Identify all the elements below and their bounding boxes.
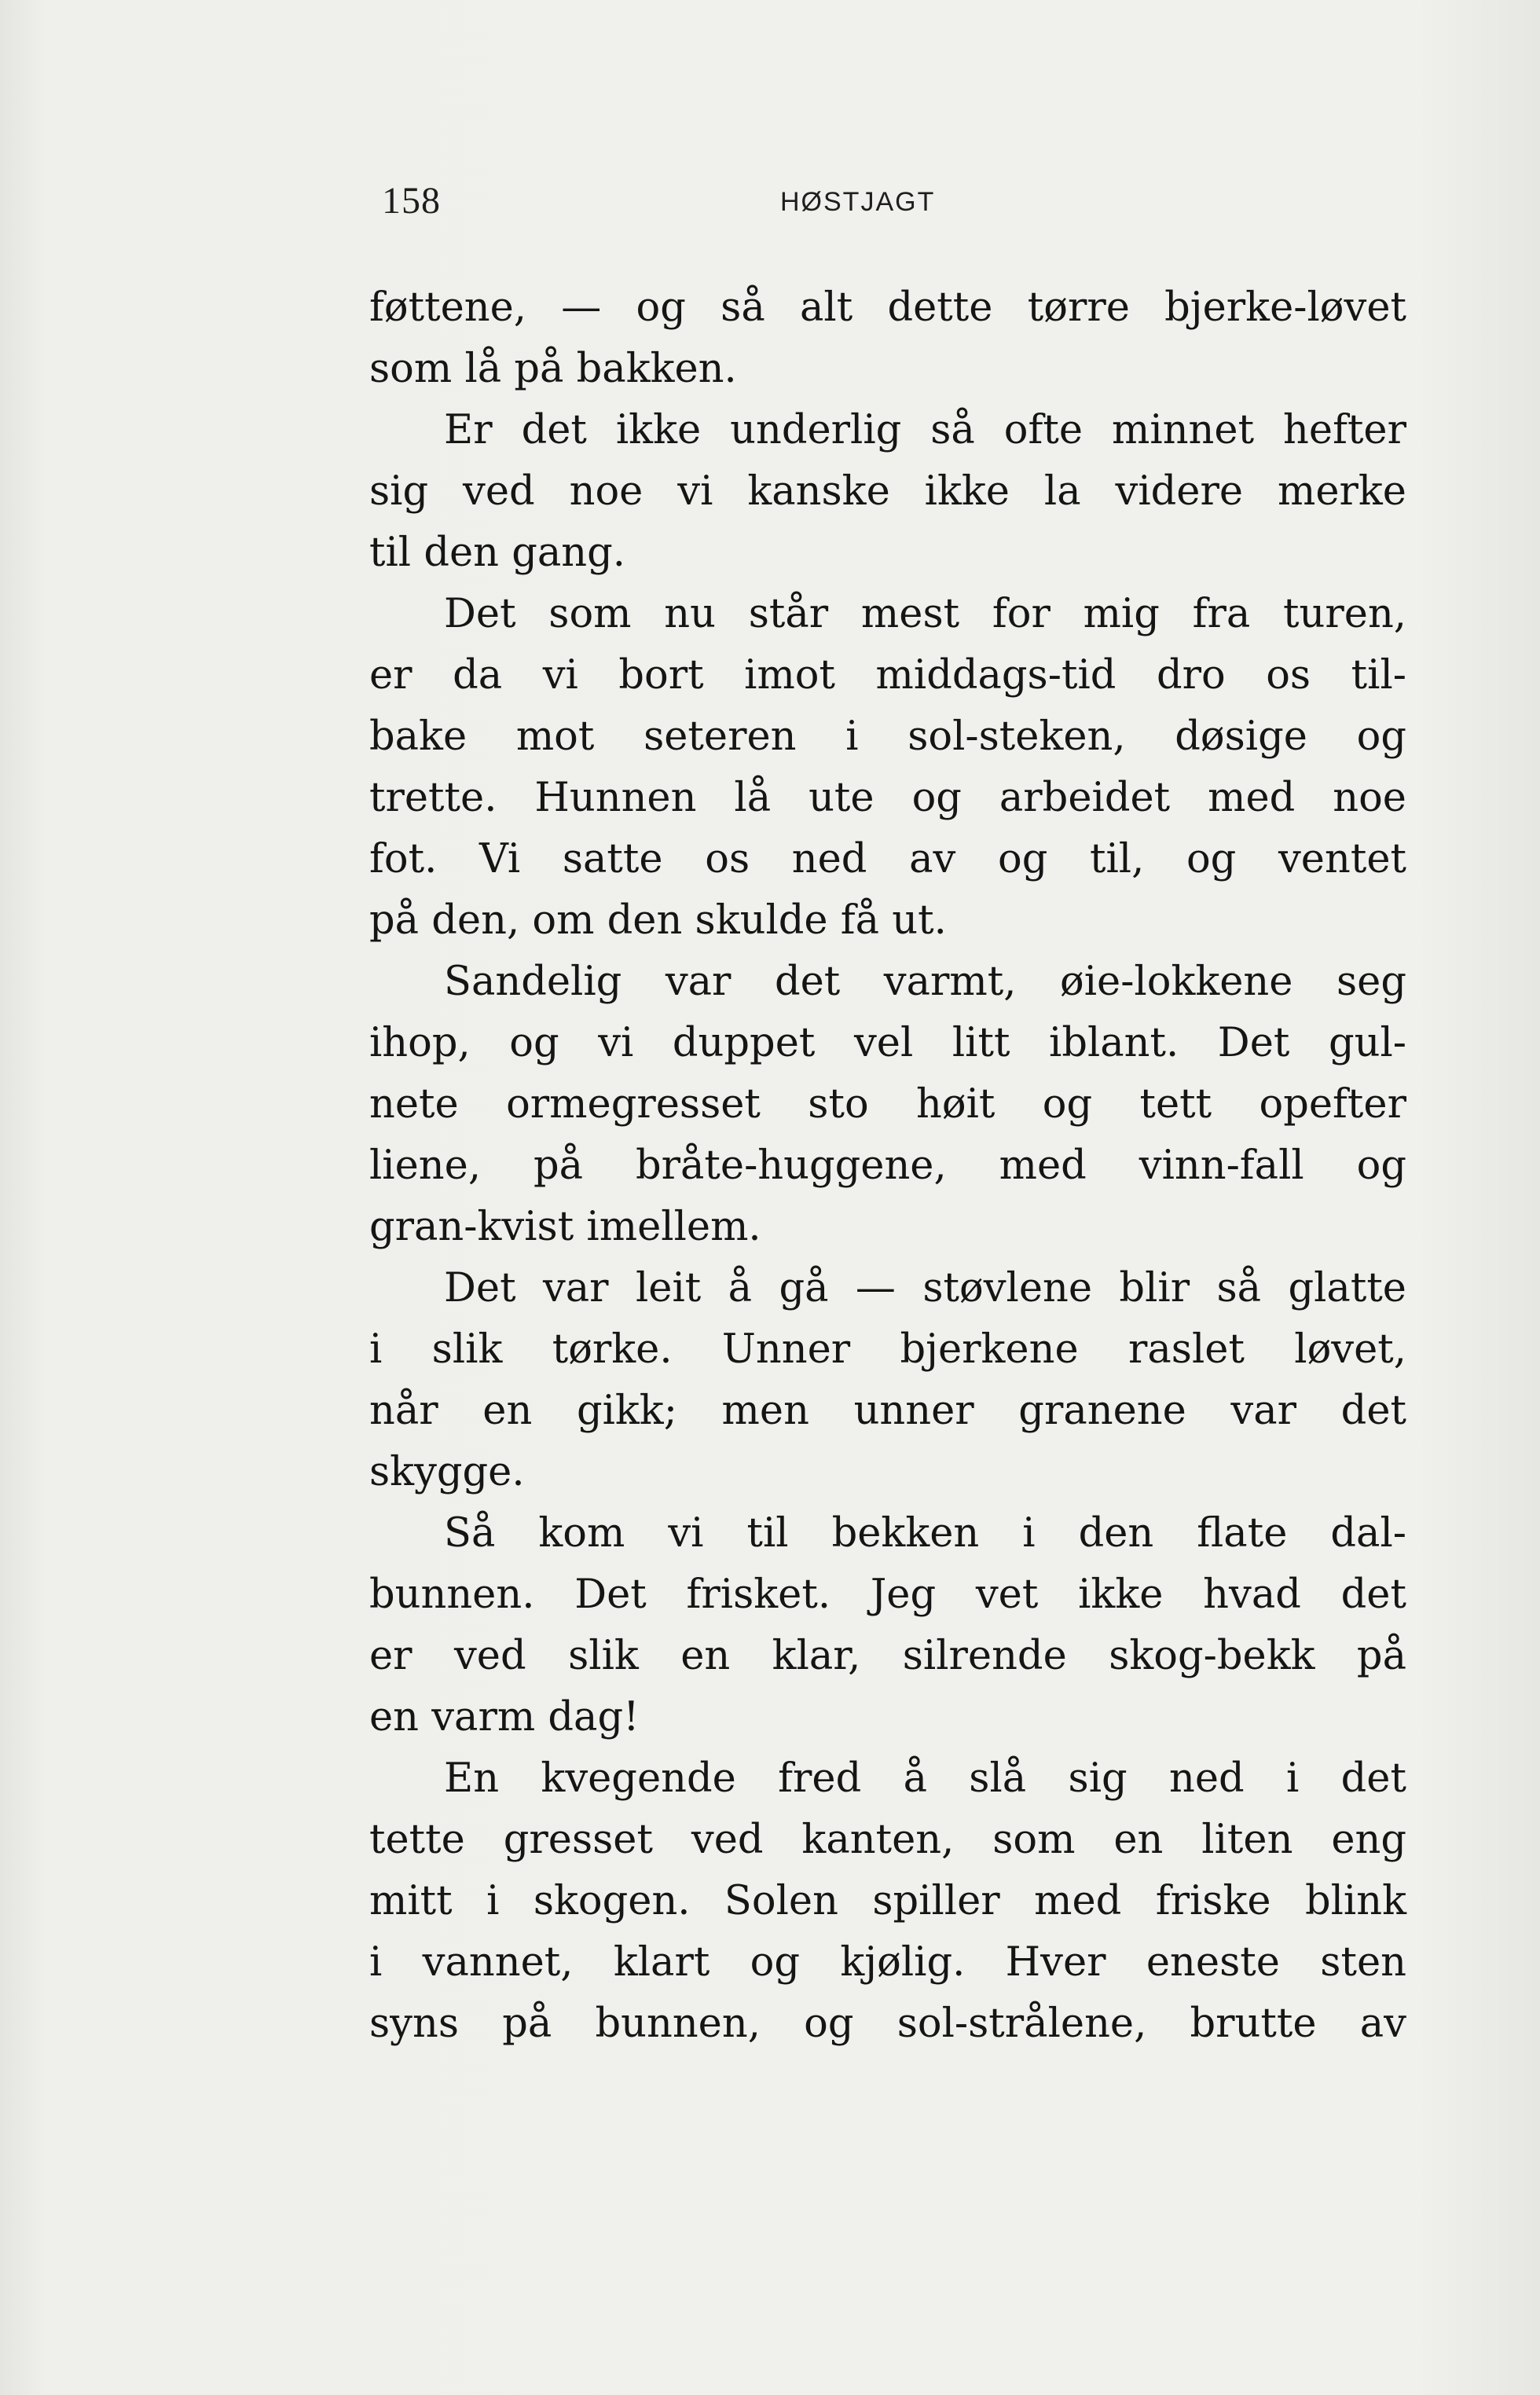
page-number: 158 — [382, 180, 441, 222]
text-line: Så kom vi til bekken i den flate dal- — [444, 1510, 1406, 1557]
text-line: nete ormegresset sto høit og tett opefter — [369, 1081, 1406, 1128]
text-line: Sandelig var det varmt, øie-lokkene seg — [444, 959, 1406, 1005]
text-line: bake mot seteren i sol-steken, døsige og — [369, 713, 1406, 760]
text-line: tette gresset ved kanten, som en liten eng — [369, 1817, 1406, 1863]
text-line: på den, om den skulde få ut. — [369, 897, 947, 944]
text-line: Det var leit å gå — støvlene blir så glatte — [444, 1265, 1406, 1311]
text-line: gran-kvist imellem. — [369, 1204, 761, 1250]
text-line: mitt i skogen. Solen spiller med friske blink — [369, 1878, 1406, 1924]
text-line: fot. Vi satte os ned av og til, og ventet — [369, 836, 1406, 882]
page-header — [376, 179, 1405, 242]
text-line: Er det ikke underlig så ofte minnet hefter — [444, 407, 1406, 453]
running-title: HØSTJAGT — [780, 187, 936, 217]
text-line: ihop, og vi duppet vel litt iblant. Det gul- — [369, 1020, 1406, 1066]
text-line: som lå på bakken. — [369, 346, 737, 392]
text-line: er da vi bort imot middags-tid dro os til- — [369, 652, 1406, 699]
text-line: En kvegende fred å slå sig ned i det — [444, 1755, 1406, 1802]
text-line: syns på bunnen, og sol-strålene, brutte av — [369, 2001, 1406, 2047]
text-line: liene, på bråte-huggene, med vinn-fall og — [369, 1142, 1406, 1189]
text-line: trette. Hunnen lå ute og arbeidet med noe — [369, 775, 1406, 821]
body-text — [369, 277, 1406, 2055]
text-line: er ved slik en klar, silrende skog-bekk på — [369, 1633, 1406, 1679]
text-line: skygge. — [369, 1449, 525, 1495]
text-line: i vannet, klart og kjølig. Hver eneste sten — [369, 1939, 1406, 1986]
text-line: til den gang. — [369, 530, 625, 576]
text-line: Det som nu står mest for mig fra turen, — [444, 591, 1406, 637]
text-line: når en gikk; men unner granene var det — [369, 1388, 1406, 1434]
text-line: en varm dag! — [369, 1694, 640, 1740]
text-line: bunnen. Det frisket. Jeg vet ikke hvad det — [369, 1572, 1406, 1618]
text-line: føttene, — og så alt dette tørre bjerke-løvet — [369, 284, 1406, 331]
text-line: i slik tørke. Unner bjerkene raslet løvet, — [369, 1326, 1406, 1373]
text-line: sig ved noe vi kanske ikke la videre merke — [369, 468, 1406, 515]
